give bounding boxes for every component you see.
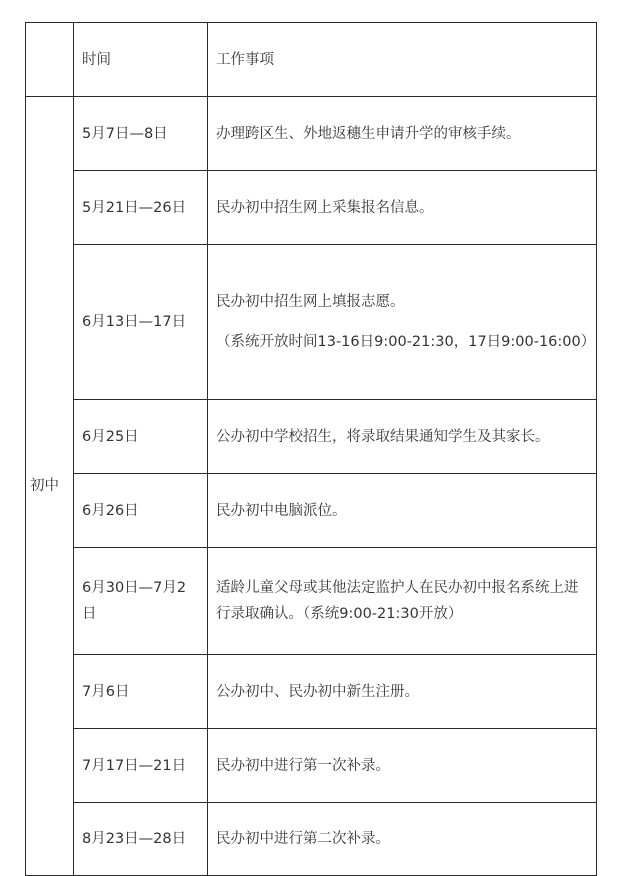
table-row (26, 548, 597, 655)
stage-cell: 初中 (26, 97, 74, 876)
date-cell: 5月7日—8日 (74, 97, 208, 171)
table-row (26, 655, 597, 729)
table-row (26, 245, 597, 400)
task-cell: 民办初中进行第二次补录。 (208, 803, 597, 876)
schedule-table (25, 22, 597, 876)
date-cell: 7月17日—21日 (74, 729, 208, 803)
date-cell: 6月26日 (74, 474, 208, 548)
table-row (26, 400, 597, 474)
table-row (26, 97, 597, 171)
date-cell: 6月30日—7月2日 (74, 548, 208, 655)
date-cell: 6月25日 (74, 400, 208, 474)
task-text: 民办初中招生网上填报志愿。 (216, 294, 405, 310)
table-row (26, 474, 597, 548)
date-cell: 7月6日 (74, 655, 208, 729)
date-cell: 6月13日—17日 (74, 245, 208, 400)
header-date-cell: 时间 (74, 23, 208, 97)
task-note: （系统开放时间13-16日9:00-21:30，17日9:00-16:00） (216, 334, 596, 350)
header-stage-cell (26, 23, 74, 97)
header-task-cell: 工作事项 (208, 23, 597, 97)
task-cell: 办理跨区生、外地返穗生申请升学的审核手续。 (208, 97, 597, 171)
table-row (26, 729, 597, 803)
table-row (26, 171, 597, 245)
task-cell (208, 245, 597, 400)
date-cell: 5月21日—26日 (74, 171, 208, 245)
table-header-row (26, 23, 597, 97)
task-cell: 适龄儿童父母或其他法定监护人在民办初中报名系统上进行录取确认。（系统9:00-21:30开放） (208, 548, 597, 655)
date-cell: 8月23日—28日 (74, 803, 208, 876)
task-cell: 公办初中、民办初中新生注册。 (208, 655, 597, 729)
task-cell: 民办初中电脑派位。 (208, 474, 597, 548)
task-cell: 民办初中招生网上采集报名信息。 (208, 171, 597, 245)
table-row (26, 803, 597, 876)
task-cell: 公办初中学校招生，将录取结果通知学生及其家长。 (208, 400, 597, 474)
task-cell: 民办初中进行第一次补录。 (208, 729, 597, 803)
